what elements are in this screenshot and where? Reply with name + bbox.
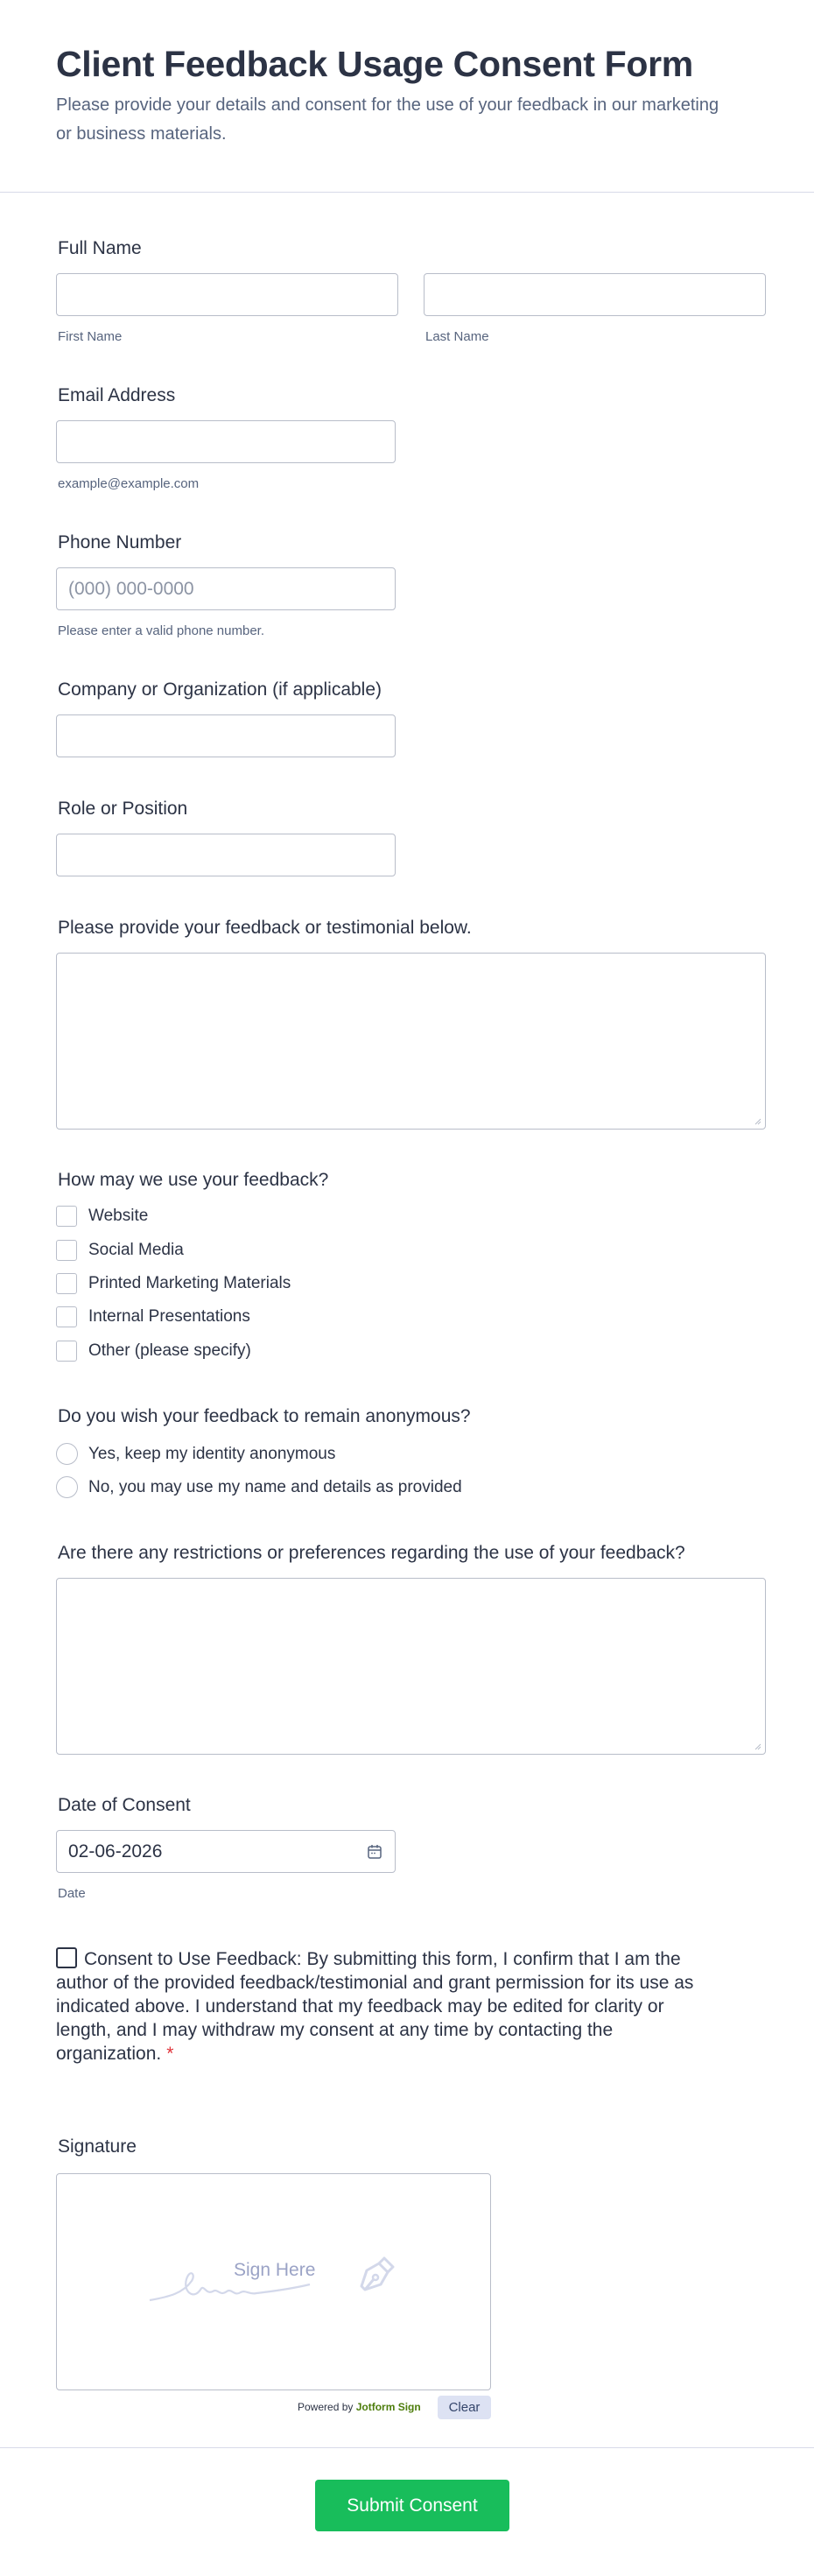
role-label: Role or Position (58, 799, 188, 819)
sign-here-placeholder: Sign Here (234, 2260, 316, 2280)
full-name-label: Full Name (58, 238, 142, 258)
clear-signature-button[interactable]: Clear (438, 2396, 491, 2419)
checkbox-printed-materials[interactable] (56, 1273, 77, 1294)
checkbox-social-media[interactable] (56, 1240, 77, 1261)
header-divider (0, 192, 814, 193)
role-input[interactable] (56, 834, 396, 876)
consent-text: Consent to Use Feedback: By submitting this form, I confirm that I am the author of the provided feedback/testimonial and grant permission for its use as indicated above. I understand that my feedback may be edited for clarity or length, and I may withdraw my consent at any time by contacting the organization. (56, 1949, 694, 2064)
restrictions-label: Are there any restrictions or preferences regarding the use of your feedback? (58, 1543, 685, 1563)
form-title: Client Feedback Usage Consent Form (56, 44, 693, 84)
radio-anonymous-yes[interactable] (56, 1443, 78, 1465)
date-sublabel: Date (58, 1886, 86, 1901)
calendar-icon[interactable] (367, 1844, 382, 1860)
company-label: Company or Organization (if applicable) (58, 679, 382, 700)
pen-nib-icon (354, 2256, 395, 2295)
checkbox-website[interactable] (56, 1206, 77, 1227)
consent-statement (56, 1947, 695, 2066)
phone-input[interactable]: (000) 000-0000 (56, 567, 396, 610)
checkbox-internal-presentations[interactable] (56, 1306, 77, 1327)
first-name-input[interactable] (56, 273, 398, 316)
restrictions-textarea[interactable] (56, 1578, 766, 1755)
radio-anonymous-no-label: No, you may use my name and details as provided (88, 1478, 462, 1496)
phone-sublabel: Please enter a valid phone number. (58, 623, 264, 638)
email-label: Email Address (58, 385, 176, 405)
email-input[interactable] (56, 420, 396, 463)
consent-checkbox[interactable] (56, 1947, 77, 1968)
usage-label: How may we use your feedback? (58, 1170, 329, 1190)
resize-handle-icon[interactable] (754, 1118, 761, 1125)
date-input[interactable] (56, 1830, 396, 1873)
option-internal-presentations-label: Internal Presentations (88, 1307, 250, 1326)
option-social-media-label: Social Media (88, 1241, 184, 1259)
powered-by-text (298, 2401, 421, 2413)
email-sublabel: example@example.com (58, 476, 200, 491)
required-asterisk: * (166, 2044, 174, 2064)
checkbox-other[interactable] (56, 1341, 77, 1362)
last-name-sublabel: Last Name (425, 329, 489, 344)
footer-divider (0, 2447, 814, 2448)
powered-prefix: Powered by (298, 2401, 354, 2413)
radio-anonymous-no[interactable] (56, 1476, 78, 1498)
radio-anonymous-yes-label: Yes, keep my identity anonymous (88, 1445, 336, 1463)
form-subtitle: Please provide your details and consent for the use of your feedback in our marketing or business materials. (56, 95, 719, 144)
feedback-label: Please provide your feedback or testimonial below. (58, 918, 472, 938)
option-website-label: Website (88, 1207, 149, 1225)
phone-label: Phone Number (58, 532, 182, 553)
feedback-textarea[interactable] (56, 953, 766, 1130)
option-printed-materials-label: Printed Marketing Materials (88, 1274, 291, 1292)
option-other-label: Other (please specify) (88, 1341, 251, 1360)
company-input[interactable] (56, 714, 396, 757)
signature-label: Signature (58, 2136, 137, 2157)
submit-button[interactable]: Submit Consent (315, 2480, 509, 2531)
resize-handle-icon[interactable] (754, 1743, 761, 1750)
jotform-sign-link[interactable]: Jotform Sign (355, 2401, 421, 2413)
date-value: 02-06-2026 (68, 1841, 163, 1862)
date-label: Date of Consent (58, 1795, 191, 1815)
signature-pad[interactable] (56, 2173, 491, 2390)
first-name-sublabel: First Name (58, 329, 123, 344)
last-name-input[interactable] (424, 273, 766, 316)
anonymous-label: Do you wish your feedback to remain anonymous? (58, 1406, 471, 1426)
